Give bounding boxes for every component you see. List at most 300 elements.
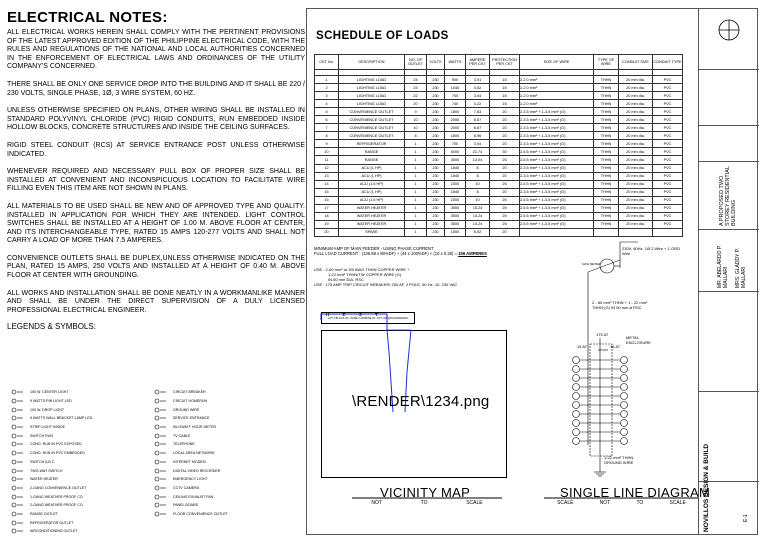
sld-circuit-marker bbox=[621, 420, 628, 427]
schedule-cell: 700 bbox=[445, 92, 466, 100]
note-paragraph: ALL WORKS AND INSTALLATION SHALL BE DONE NEATLY IN A WORKMANLIKE MANNER AND SHALL BE UNDER THE DIRECT SUPERVISION OF A DULY LICENSED PROFESSIONAL ELECTRICAL ENGINEER. bbox=[7, 289, 305, 314]
schedule-cell: 230 bbox=[427, 92, 445, 100]
schedule-row bbox=[315, 116, 683, 124]
legend-item bbox=[9, 501, 149, 510]
schedule-cell: THHN bbox=[594, 220, 619, 228]
schedule-cell: 22 bbox=[405, 92, 427, 100]
schedule-cell bbox=[653, 228, 683, 236]
legend-label: TV CABLE bbox=[173, 433, 191, 438]
schedule-cell: 8 bbox=[466, 164, 490, 172]
schedule-row bbox=[315, 204, 683, 212]
schedule-cell: 20 bbox=[490, 132, 520, 140]
schedule-cell: 15 bbox=[490, 92, 520, 100]
schedule-cell: 230 bbox=[427, 212, 445, 220]
legend-item bbox=[9, 527, 149, 536]
schedule-header-cell: WATTS bbox=[445, 55, 466, 70]
legend-label: DIGITAL VIDEO RECORDER bbox=[173, 468, 221, 473]
min-amp-line: MINIMUM AMP OF MAIN FEEDER - USING PHASE CURRENT bbox=[314, 246, 434, 251]
note-paragraph: UNLESS OTHERWISE SPECIFIED ON PLANS, OTHER WIRING SHALL BE INSTALLED IN STANDARD POLYVINYL CHLORIDE (PVC) RIGID CONDUITS, RUN EMBEDDED INSIDE HOLLOW BLOCKS, CONCRETE STRUCTURES AND INSIDE THE CEILING SURFACES. bbox=[7, 107, 305, 132]
legend-item bbox=[9, 440, 149, 449]
legend-label: AIRCONDITIONING OUTLET bbox=[30, 529, 78, 534]
use-line: IN 50 mm DIA. RSC bbox=[328, 277, 364, 282]
legend-item bbox=[9, 388, 149, 397]
schedule-cell: 3500 bbox=[445, 204, 466, 212]
legend-label: INTERNET MODEM bbox=[173, 459, 206, 464]
schedule-cell: 230 bbox=[427, 188, 445, 196]
legend-item bbox=[9, 475, 149, 484]
schedule-cell: 20 mm dia. bbox=[619, 108, 653, 116]
schedule-row bbox=[315, 148, 683, 156]
use-line: USE : 175 AMP TRIP CIRCUIT BREAKER/ 200 AF, 2 POLE, 60 Hz, 10, 230 VAC bbox=[314, 282, 458, 287]
schedule-cell: 230 bbox=[427, 172, 445, 180]
sld-circuit-marker bbox=[573, 384, 580, 391]
schedule-cell: 2-3.5 mm² + 1-3.5 mm² (G) bbox=[520, 124, 594, 132]
legend-item bbox=[152, 458, 292, 467]
vicinity-scale-1: NOT bbox=[371, 500, 382, 506]
vicinity-strip-sub: LOT 1 BLOCK 2/3, ZONE 2 JASMINE ST. CITY OF SAN FERNANDO bbox=[327, 317, 409, 320]
tb-firm: NOVILLOS DESIGN & BUILD bbox=[703, 443, 710, 532]
schedule-row bbox=[315, 108, 683, 116]
schedule-cell: 12 bbox=[315, 164, 339, 172]
schedule-cell: 8 bbox=[405, 132, 427, 140]
notes-title: ELECTRICAL NOTES: bbox=[7, 9, 168, 26]
schedule-cell: LIGHTING LOAD bbox=[339, 76, 405, 84]
legend-item bbox=[152, 501, 292, 510]
legend-label: CIRCUIT BREAKER bbox=[173, 390, 206, 395]
schedule-cell: PVC bbox=[653, 172, 683, 180]
legend-item bbox=[152, 405, 292, 414]
legend-label: GROUND WIRE bbox=[173, 407, 200, 412]
schedule-cell: 19 bbox=[315, 220, 339, 228]
schedule-cell: 2300 bbox=[445, 196, 466, 204]
schedule-cell: 2-3.5 mm² + 1-3.5 mm² (G) bbox=[520, 188, 594, 196]
schedule-cell: PVC bbox=[653, 92, 683, 100]
schedule-cell: 3.22 bbox=[466, 100, 490, 108]
schedule-cell: LIGHTING LOAD bbox=[339, 100, 405, 108]
legend-symbol-icon bbox=[9, 415, 25, 421]
schedule-cell: 2-3.5 mm² + 1-3.5 mm² (G) bbox=[520, 132, 594, 140]
schedule-row bbox=[315, 196, 683, 204]
schedule-cell: PVC bbox=[653, 76, 683, 84]
legend-item bbox=[9, 449, 149, 458]
schedule-cell: 16 bbox=[315, 196, 339, 204]
legend-label: 9 WATTS PIN LIGHT LED bbox=[30, 399, 72, 404]
vicinity-map-title: VICINITY MAP bbox=[380, 485, 471, 500]
schedule-cell: 11 bbox=[315, 156, 339, 164]
vicinity-scale-3: SCALE bbox=[466, 500, 483, 506]
schedule-cell: PVC bbox=[653, 132, 683, 140]
legend-item bbox=[152, 449, 292, 458]
schedule-cell: 10 bbox=[405, 116, 427, 124]
schedule-cell: 20 bbox=[490, 140, 520, 148]
schedule-cell: 13.04 bbox=[466, 156, 490, 164]
schedule-cell: CONVENIENCE OUTLET bbox=[339, 132, 405, 140]
schedule-cell: 230 bbox=[427, 108, 445, 116]
schedule-cell: 14 bbox=[315, 180, 339, 188]
schedule-cell: 25 bbox=[490, 180, 520, 188]
legend-label: SWITCH RUN bbox=[30, 433, 53, 438]
schedule-cell: THHN bbox=[594, 92, 619, 100]
legend-symbol-icon bbox=[9, 520, 25, 526]
sld-circuit-marker bbox=[621, 411, 628, 418]
legend-symbol-icon bbox=[152, 450, 168, 456]
legend-label: CCTV CAMERA bbox=[173, 485, 200, 490]
schedule-cell: 8.67 bbox=[466, 124, 490, 132]
legend-label: CEILING EXHAUST FAN bbox=[173, 494, 214, 499]
schedule-row bbox=[315, 188, 683, 196]
schedule-cell: 1 bbox=[405, 228, 427, 236]
legend-symbol-icon bbox=[9, 459, 25, 465]
legend-label: STRIP LIGHT INSIDE bbox=[30, 425, 66, 430]
legend-symbol-icon bbox=[152, 441, 168, 447]
schedule-cell: 1800 bbox=[445, 108, 466, 116]
schedule-cell: PVC bbox=[653, 220, 683, 228]
legend-item bbox=[152, 492, 292, 501]
schedule-cell: THHN bbox=[594, 172, 619, 180]
schedule-row bbox=[315, 172, 683, 180]
schedule-cell: 1600 bbox=[445, 132, 466, 140]
schedule-cell: 2-2.0 mm² bbox=[520, 76, 594, 84]
schedule-cell: 20 mm dia. bbox=[619, 84, 653, 92]
schedule-cell: 20 mm dia. bbox=[619, 132, 653, 140]
legend-label: RANGE OUTLET bbox=[30, 511, 58, 516]
legend-item bbox=[9, 431, 149, 440]
legend-item bbox=[152, 466, 292, 475]
schedule-cell: 20 bbox=[490, 172, 520, 180]
legend-symbol-icon bbox=[9, 398, 25, 404]
note-paragraph: CONVENIENCE OUTLETS SHALL BE DUPLEX,UNLESS OTHERWISE INDICATED ON THE PLAN, RATED 15 AMPS, 250 VOLTS AND INSTALLED AT A HEIGHT OF 0.40 M. ABOVE FLOOR AT CENTER WITH GROUNDING. bbox=[7, 254, 305, 280]
legend-title: LEGENDS & SYMBOLS: bbox=[7, 322, 96, 332]
schedule-row bbox=[315, 156, 683, 164]
schedule-cell: 1040 bbox=[445, 84, 466, 92]
legend-symbol-icon bbox=[152, 389, 168, 395]
schedule-header-cell: CONDUIT SIZE bbox=[619, 55, 653, 70]
legend-label: 100 W. DROP LIGHT bbox=[30, 407, 65, 412]
schedule-cell: 230 bbox=[427, 84, 445, 92]
schedule-cell: 740 bbox=[445, 100, 466, 108]
schedule-cell: 20 mm dia. bbox=[619, 124, 653, 132]
note-paragraph: WHENEVER REQUIRED AND NECESSARY PULL BOX OF PROPER SIZE SHALL BE INSTALLED AT CONVENIENT AND INCONSPICUOUS LOCATION TO FACILITATE WIRE FILLING EVEN THIS ITEM ARE NOT SHOWN IN PLANS. bbox=[7, 168, 305, 193]
schedule-cell: 2 bbox=[315, 84, 339, 92]
schedule-cell: 1 bbox=[405, 164, 427, 172]
schedule-cell: 15 bbox=[490, 76, 520, 84]
schedule-cell: PVC bbox=[653, 188, 683, 196]
schedule-cell: 20 mm dia. bbox=[619, 156, 653, 164]
schedule-cell: 7 bbox=[315, 124, 339, 132]
schedule-cell: 230 bbox=[427, 76, 445, 84]
sld-circuit-marker bbox=[621, 402, 628, 409]
legend-item bbox=[9, 405, 149, 414]
legend-label: REFRIGERATOR OUTLET bbox=[30, 520, 74, 525]
schedule-cell bbox=[520, 228, 594, 236]
schedule-cell: THHN bbox=[594, 140, 619, 148]
schedule-row bbox=[315, 76, 683, 84]
legend-item bbox=[9, 397, 149, 406]
schedule-cell: 9 bbox=[405, 108, 427, 116]
schedule-cell: 23 bbox=[405, 84, 427, 92]
legend-right-column bbox=[152, 388, 292, 518]
schedule-cell: 20 bbox=[490, 164, 520, 172]
schedule-cell: 2-3.5 mm² + 1-3.5 mm² (G) bbox=[520, 116, 594, 124]
schedule-cell: 230 bbox=[427, 156, 445, 164]
sld-circuit-marker bbox=[621, 375, 628, 382]
schedule-row bbox=[315, 212, 683, 220]
schedule-cell: 15 bbox=[490, 84, 520, 92]
schedule-cell: THHN bbox=[594, 84, 619, 92]
legend-label: WATER HEATER bbox=[30, 477, 58, 482]
schedule-cell: 8 bbox=[466, 172, 490, 180]
legend-item bbox=[152, 484, 292, 493]
sld-circuit-marker bbox=[573, 375, 580, 382]
tb-sheet-no: E-1 bbox=[743, 514, 749, 522]
schedule-cell bbox=[594, 228, 619, 236]
legend-symbol-icon bbox=[9, 433, 25, 439]
full-load-value: 156 AMPERES bbox=[458, 251, 487, 256]
schedule-cell: 1 bbox=[405, 204, 427, 212]
schedule-row bbox=[315, 132, 683, 140]
schedule-cell: 6.52 bbox=[466, 228, 490, 236]
schedule-row bbox=[315, 140, 683, 148]
schedule-cell: 1840 bbox=[445, 188, 466, 196]
schedule-cell: 1 bbox=[405, 172, 427, 180]
schedule-cell: 2-3.5 mm² + 1-3.5 mm² (G) bbox=[520, 164, 594, 172]
sld-scale-1: SCALE bbox=[557, 500, 574, 506]
schedule-cell: 1 bbox=[315, 76, 339, 84]
schedule-header-cell: DESCRIPTION bbox=[339, 55, 405, 70]
schedule-of-loads-table bbox=[314, 54, 683, 237]
schedule-cell: REFRIGERATOR bbox=[339, 140, 405, 148]
schedule-cell: THHN bbox=[594, 188, 619, 196]
schedule-row bbox=[315, 228, 683, 236]
north-arrow-icon bbox=[717, 18, 741, 42]
legend-item bbox=[9, 492, 149, 501]
tb-logo-cell bbox=[699, 8, 759, 70]
sld-circuit-marker bbox=[573, 393, 580, 400]
schedule-cell: 25 bbox=[490, 204, 520, 212]
schedule-cell: WATER HEATER bbox=[339, 212, 405, 220]
tb-reg-cell bbox=[699, 70, 759, 126]
schedule-cell: 3000 bbox=[445, 156, 466, 164]
schedule-cell: 15.24 bbox=[466, 212, 490, 220]
legend-symbol-icon bbox=[152, 485, 168, 491]
legend-symbol-icon bbox=[152, 511, 168, 517]
sld-feeder-label: 2 - 80 mm² THHN + 1 - 22 mm² THHN (G) IN 50 mm ø RSC bbox=[592, 300, 648, 310]
schedule-cell: SPARE bbox=[339, 228, 405, 236]
schedule-row bbox=[315, 164, 683, 172]
note-paragraph: THERE SHALL BE ONLY ONE SERVICE DROP INTO THE BUILDING AND IT SHALL BE 220 / 230 VOLTS, SINGLE PHASE, 1Ø, 3 WIRE SYSTEM, 60 HZ. bbox=[7, 80, 305, 97]
schedule-header-cell: VOLTS bbox=[427, 55, 445, 70]
legend-item bbox=[9, 518, 149, 527]
sld-scale-4: SCALE bbox=[669, 500, 686, 506]
schedule-cell: 8 bbox=[315, 132, 339, 140]
legend-label: 100 W. CENTER LIGHT bbox=[30, 390, 69, 395]
legend-item bbox=[9, 510, 149, 519]
sld-supply-label: 230V, 60Hz, 1Ø 2-Wire + 1-GRD Wire bbox=[622, 246, 680, 256]
sld-ground-label: 1-22 mm² THHN GROUND WIRE bbox=[604, 455, 634, 465]
schedule-cell: 2-5.5 mm² + 1-3.5 mm² (G) bbox=[520, 220, 594, 228]
schedule-cell: 20 mm dia. bbox=[619, 188, 653, 196]
electrical-notes bbox=[7, 10, 305, 331]
use-line: 1-22 mm² THHN/TW COPPER WIRE (G) bbox=[328, 272, 402, 277]
schedule-cell: PVC bbox=[653, 204, 683, 212]
schedule-cell: ACU (1 HP) bbox=[339, 172, 405, 180]
schedule-cell: 1 bbox=[405, 220, 427, 228]
schedule-cell: 21.74 bbox=[466, 148, 490, 156]
schedule-cell: ACU (1 HP) bbox=[339, 188, 405, 196]
use-line: USE : 2-60 mm² or 3/0 AWG THHN COPPER WIRE + bbox=[314, 267, 410, 272]
schedule-cell: 20 mm dia. bbox=[619, 92, 653, 100]
legend-item bbox=[9, 484, 149, 493]
schedule-cell: PVC bbox=[653, 180, 683, 188]
schedule-cell: 3.04 bbox=[466, 92, 490, 100]
schedule-cell: 700 bbox=[445, 140, 466, 148]
schedule-cell: 7.83 bbox=[466, 108, 490, 116]
schedule-cell: 1 bbox=[405, 188, 427, 196]
sld-circuit-marker bbox=[621, 384, 628, 391]
legend-symbol-icon bbox=[9, 424, 25, 430]
legend-symbol-icon bbox=[9, 441, 25, 447]
legend-item bbox=[152, 397, 292, 406]
schedule-cell: 230 bbox=[427, 132, 445, 140]
schedule-cell: 2000 bbox=[445, 124, 466, 132]
legend-label: EMERGENCY LIGHT bbox=[173, 477, 208, 482]
schedule-cell: 25 bbox=[490, 212, 520, 220]
sld-branch-label-right: 15 AT bbox=[610, 344, 621, 349]
schedule-cell: 2-2.0 mm² bbox=[520, 84, 594, 92]
schedule-cell: 10 bbox=[466, 196, 490, 204]
legend-label: 2-GANG CONVENIENCE OUTLET bbox=[30, 485, 87, 490]
schedule-cell: PVC bbox=[653, 148, 683, 156]
schedule-cell: 15.24 bbox=[466, 220, 490, 228]
schedule-header-cell: NO. OF OUTLET bbox=[405, 55, 427, 70]
schedule-row bbox=[315, 180, 683, 188]
legend-item bbox=[152, 431, 292, 440]
schedule-row bbox=[315, 84, 683, 92]
schedule-header-row bbox=[315, 55, 683, 70]
schedule-cell: PVC bbox=[653, 212, 683, 220]
legend-symbol-icon bbox=[9, 485, 25, 491]
schedule-cell: 2-3.5 mm² + 1-3.5 mm² (G) bbox=[520, 140, 594, 148]
schedule-cell: PVC bbox=[653, 84, 683, 92]
schedule-cell: 2-5.5 mm² + 1-3.5 mm² (G) bbox=[520, 156, 594, 164]
schedule-cell: 1 bbox=[405, 180, 427, 188]
schedule-cell: 230 bbox=[427, 124, 445, 132]
legend-symbol-icon bbox=[152, 502, 168, 508]
schedule-cell: PVC bbox=[653, 108, 683, 116]
schedule-cell: 230 bbox=[427, 204, 445, 212]
schedule-cell: 13 bbox=[315, 172, 339, 180]
vicinity-image-placeholder: \RENDER\1234.png bbox=[352, 393, 490, 410]
schedule-cell: 6.96 bbox=[466, 132, 490, 140]
schedule-cell: PVC bbox=[653, 100, 683, 108]
note-paragraph: RIGID STEEL CONDUIT (RCS) AT SERVICE ENTRANCE POST UNLESS OTHERWISE INDICATED. bbox=[7, 141, 305, 158]
schedule-cell: 25 bbox=[490, 220, 520, 228]
sld-circuit-marker bbox=[621, 393, 628, 400]
schedule-cell: RANGE bbox=[339, 156, 405, 164]
schedule-cell: THHN bbox=[594, 180, 619, 188]
legend-symbol-icon bbox=[152, 459, 168, 465]
schedule-cell: 20 bbox=[315, 228, 339, 236]
legend-symbol-icon bbox=[9, 407, 25, 413]
legend-symbol-icon bbox=[152, 407, 168, 413]
schedule-cell: 20 mm dia. bbox=[619, 196, 653, 204]
sld-main-breaker-label: 175 AT bbox=[596, 332, 609, 337]
legend-item bbox=[152, 388, 292, 397]
sld-circuit-marker bbox=[573, 357, 580, 364]
schedule-cell: 10 bbox=[466, 180, 490, 188]
schedule-header-cell: SIZE OF WIRE bbox=[520, 55, 594, 70]
schedule-cell: 3 bbox=[315, 92, 339, 100]
schedule-cell: PVC bbox=[653, 124, 683, 132]
schedule-cell: 8.67 bbox=[466, 116, 490, 124]
schedule-cell: 30 bbox=[490, 148, 520, 156]
schedule-cell: 900 bbox=[445, 76, 466, 84]
schedule-cell: PVC bbox=[653, 116, 683, 124]
tb-project-cell bbox=[699, 162, 759, 230]
legend-label: LOCAL AREA NETWORK bbox=[173, 451, 215, 456]
schedule-cell: 230 bbox=[427, 100, 445, 108]
schedule-cell: 1840 bbox=[445, 164, 466, 172]
schedule-cell: 20 mm dia. bbox=[619, 148, 653, 156]
schedule-cell: 20 mm dia. bbox=[619, 76, 653, 84]
sld-circuit-marker bbox=[573, 402, 580, 409]
schedule-cell: 230 bbox=[427, 140, 445, 148]
schedule-cell: 2-2.0 mm² bbox=[520, 100, 594, 108]
sld-circuit-marker bbox=[573, 438, 580, 445]
feeder-use-note bbox=[314, 267, 574, 287]
legend-symbol-icon bbox=[9, 468, 25, 474]
schedule-cell: THHN bbox=[594, 156, 619, 164]
sld-circuit-marker bbox=[573, 420, 580, 427]
schedule-cell: ACU (1 HP) bbox=[339, 164, 405, 172]
sld-circuit-marker bbox=[573, 366, 580, 373]
single-line-title: SINGLE LINE DIAGRAM bbox=[560, 485, 711, 500]
legend-symbol-icon bbox=[152, 476, 168, 482]
tb-owner2: MRS. GLADDY P. MALLARI bbox=[735, 248, 747, 288]
legend-item bbox=[152, 414, 292, 423]
schedule-cell: 2-3.5 mm² + 1-3.5 mm² (G) bbox=[520, 108, 594, 116]
legend-label: FLOOR CONVENIENCE OUTLET bbox=[173, 511, 228, 516]
schedule-cell: 15 bbox=[490, 100, 520, 108]
schedule-cell: THHN bbox=[594, 164, 619, 172]
schedule-cell: 17 bbox=[315, 204, 339, 212]
schedule-cell: 20 mm dia. bbox=[619, 204, 653, 212]
schedule-cell: 9 bbox=[315, 140, 339, 148]
legend-label: TELEPHONE bbox=[173, 442, 195, 447]
sld-circuit-marker bbox=[621, 438, 628, 445]
schedule-cell: 20 bbox=[490, 116, 520, 124]
schedule-cell: CONVENIENCE OUTLET bbox=[339, 108, 405, 116]
schedule-cell: 1500 bbox=[445, 228, 466, 236]
vicinity-scale bbox=[352, 500, 502, 506]
schedule-cell: 25 bbox=[490, 196, 520, 204]
sld-circuit-marker bbox=[621, 366, 628, 373]
notes-paragraphs bbox=[7, 29, 305, 315]
note-paragraph: ALL MATERIALS TO BE USED SHALL BE NEW AND OF APPROVED TYPE AND QUALITY. INSTALLED IN APPLICATION FOR WHICH THEY ARE INTENDED. LIGHT CONTROL SWITCHES SHALL BE INSTALLED AT A HEIGHT OF 1.00 M. ABOVE FLOOR AT CENTER, AND ITS INTERCHANGEABLE TYPE, RATED 15 AMPS 120-277 VOLTS AND SHALL NOT CARRY A LOAD OF MORE THAN 7.5 AMPERES. bbox=[7, 202, 305, 245]
schedule-header-cell: PROTECTION PER CKT bbox=[490, 55, 520, 70]
schedule-cell: 2-3.5 mm² + 1-3.5 mm² (G) bbox=[520, 172, 594, 180]
schedule-cell: 230 bbox=[427, 148, 445, 156]
schedule-cell: THHN bbox=[594, 100, 619, 108]
tb-signatory-cell bbox=[699, 292, 759, 392]
schedule-cell: 2300 bbox=[445, 180, 466, 188]
schedule-cell bbox=[619, 228, 653, 236]
legend-item bbox=[152, 440, 292, 449]
legend-symbol-icon bbox=[152, 415, 168, 421]
legend-label: SWITCH A,B,C bbox=[30, 459, 55, 464]
legend-symbol-icon bbox=[152, 424, 168, 430]
legend-label: SERVICE ENTRANCE bbox=[173, 416, 210, 421]
